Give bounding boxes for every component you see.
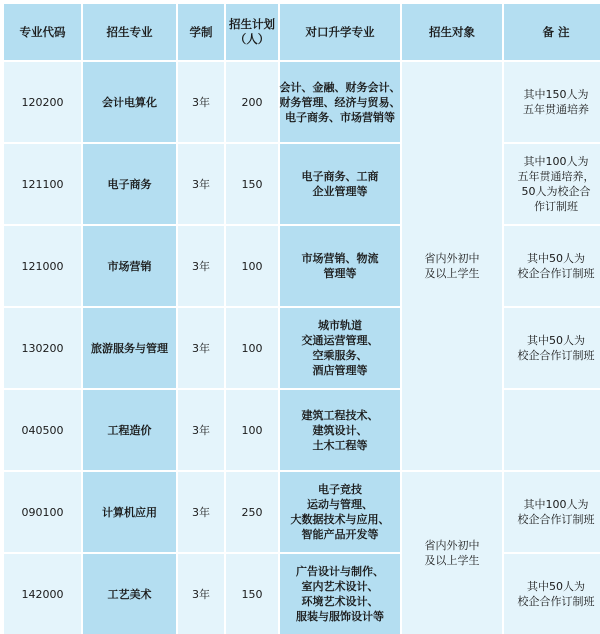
upgrade-line: 服装与服饰设计等: [296, 610, 384, 623]
upgrade-line: 城市轨道: [318, 319, 362, 332]
code-cell: 142000: [4, 554, 81, 634]
target-line: 及以上学生: [424, 554, 480, 567]
header-years: 学制: [178, 4, 224, 60]
header-upgrade: 对口升学专业: [280, 4, 400, 60]
years-cell: 3年: [178, 390, 224, 470]
upgrade-line: 电子竞技: [318, 483, 362, 496]
note-cell: [504, 472, 600, 552]
upgrade-cell: [280, 390, 400, 470]
major-cell: 市场营销: [83, 226, 176, 306]
header-code: 专业代码: [4, 4, 81, 60]
note-line: 其中50人为: [527, 252, 585, 265]
years-cell: 3年: [178, 62, 224, 142]
note-cell: [504, 308, 600, 388]
target-line: 及以上学生: [424, 267, 480, 280]
upgrade-line: 大数据技术与应用、: [290, 513, 390, 526]
upgrade-line: 电子商务、工商: [301, 170, 379, 183]
upgrade-line: 电子商务、市场营销等: [285, 110, 395, 124]
plan-cell: 200: [226, 62, 278, 142]
note-cell: [504, 62, 600, 142]
upgrade-line: 管理等: [323, 267, 357, 280]
note-line: 其中150人为: [523, 88, 589, 101]
plan-cell: 100: [226, 226, 278, 306]
header-plan-line: （人）: [234, 32, 270, 46]
upgrade-line: 会计、金融、财务会计、: [279, 80, 401, 94]
upgrade-line: 市场营销、物流: [301, 252, 379, 265]
code-cell: 120200: [4, 62, 81, 142]
header-plan-line: 招生计划: [229, 17, 275, 31]
upgrade-line: 空乘服务、: [312, 349, 368, 362]
note-cell: [504, 554, 600, 634]
major-cell: 工艺美术: [83, 554, 176, 634]
note-cell: [504, 226, 600, 306]
target-cell: [402, 472, 502, 634]
upgrade-line: 酒店管理等: [312, 364, 368, 377]
note-line: 其中50人为: [527, 334, 585, 347]
major-cell: 电子商务: [83, 144, 176, 224]
code-cell: 130200: [4, 308, 81, 388]
note-line: 50人为校企合: [521, 185, 591, 198]
major-cell: 工程造价: [83, 390, 176, 470]
header-target: 招生对象: [402, 4, 502, 60]
years-cell: 3年: [178, 226, 224, 306]
upgrade-cell: [280, 144, 400, 224]
upgrade-line: 财务管理、经济与贸易、: [279, 95, 401, 109]
plan-cell: 150: [226, 144, 278, 224]
major-cell: 旅游服务与管理: [83, 308, 176, 388]
upgrade-cell: [280, 472, 400, 552]
upgrade-cell: [280, 554, 400, 634]
note-line: 校企合作订制班: [517, 595, 595, 608]
years-cell: 3年: [178, 308, 224, 388]
header-major: 招生专业: [83, 4, 176, 60]
header-notes: 备 注: [504, 4, 600, 60]
note-cell: [504, 390, 600, 470]
plan-cell: 250: [226, 472, 278, 552]
target-line: 省内外初中: [424, 252, 480, 265]
code-cell: 090100: [4, 472, 81, 552]
note-line: 校企合作订制班: [517, 513, 595, 526]
note-line: 其中100人为: [523, 155, 589, 168]
header-plan: [226, 4, 278, 60]
note-cell: [504, 144, 600, 224]
target-cell: [402, 62, 502, 470]
years-cell: 3年: [178, 144, 224, 224]
major-cell: 计算机应用: [83, 472, 176, 552]
upgrade-line: 建筑设计、: [312, 423, 368, 437]
upgrade-line: 智能产品开发等: [301, 528, 379, 541]
upgrade-line: 土木工程等: [312, 438, 368, 452]
note-line: 校企合作订制班: [517, 267, 595, 280]
upgrade-line: 室内艺术设计、: [301, 580, 379, 593]
note-line: 作订制班: [534, 200, 578, 213]
upgrade-cell: [280, 308, 400, 388]
years-cell: 3年: [178, 554, 224, 634]
code-cell: 040500: [4, 390, 81, 470]
plan-cell: 100: [226, 308, 278, 388]
upgrade-line: 建筑工程技术、: [301, 408, 379, 422]
upgrade-line: 企业管理等: [312, 185, 368, 198]
code-cell: 121100: [4, 144, 81, 224]
upgrade-cell: [280, 62, 400, 142]
major-cell: 会计电算化: [83, 62, 176, 142]
target-line: 省内外初中: [424, 539, 480, 552]
note-line: 五年贯通培养，: [517, 170, 595, 183]
years-cell: 3年: [178, 472, 224, 552]
note-line: 其中100人为: [523, 498, 589, 511]
code-cell: 121000: [4, 226, 81, 306]
plan-cell: 150: [226, 554, 278, 634]
upgrade-line: 运动与管理、: [307, 498, 373, 511]
upgrade-line: 环境艺术设计、: [301, 595, 379, 608]
upgrade-cell: [280, 226, 400, 306]
upgrade-line: 交通运营管理、: [301, 334, 379, 347]
note-line: 五年贯通培养: [523, 103, 589, 116]
upgrade-line: 广告设计与制作、: [296, 565, 384, 578]
plan-cell: 100: [226, 390, 278, 470]
note-line: 校企合作订制班: [517, 349, 595, 362]
admissions-table: [4, 4, 596, 623]
note-line: 其中50人为: [527, 580, 585, 593]
